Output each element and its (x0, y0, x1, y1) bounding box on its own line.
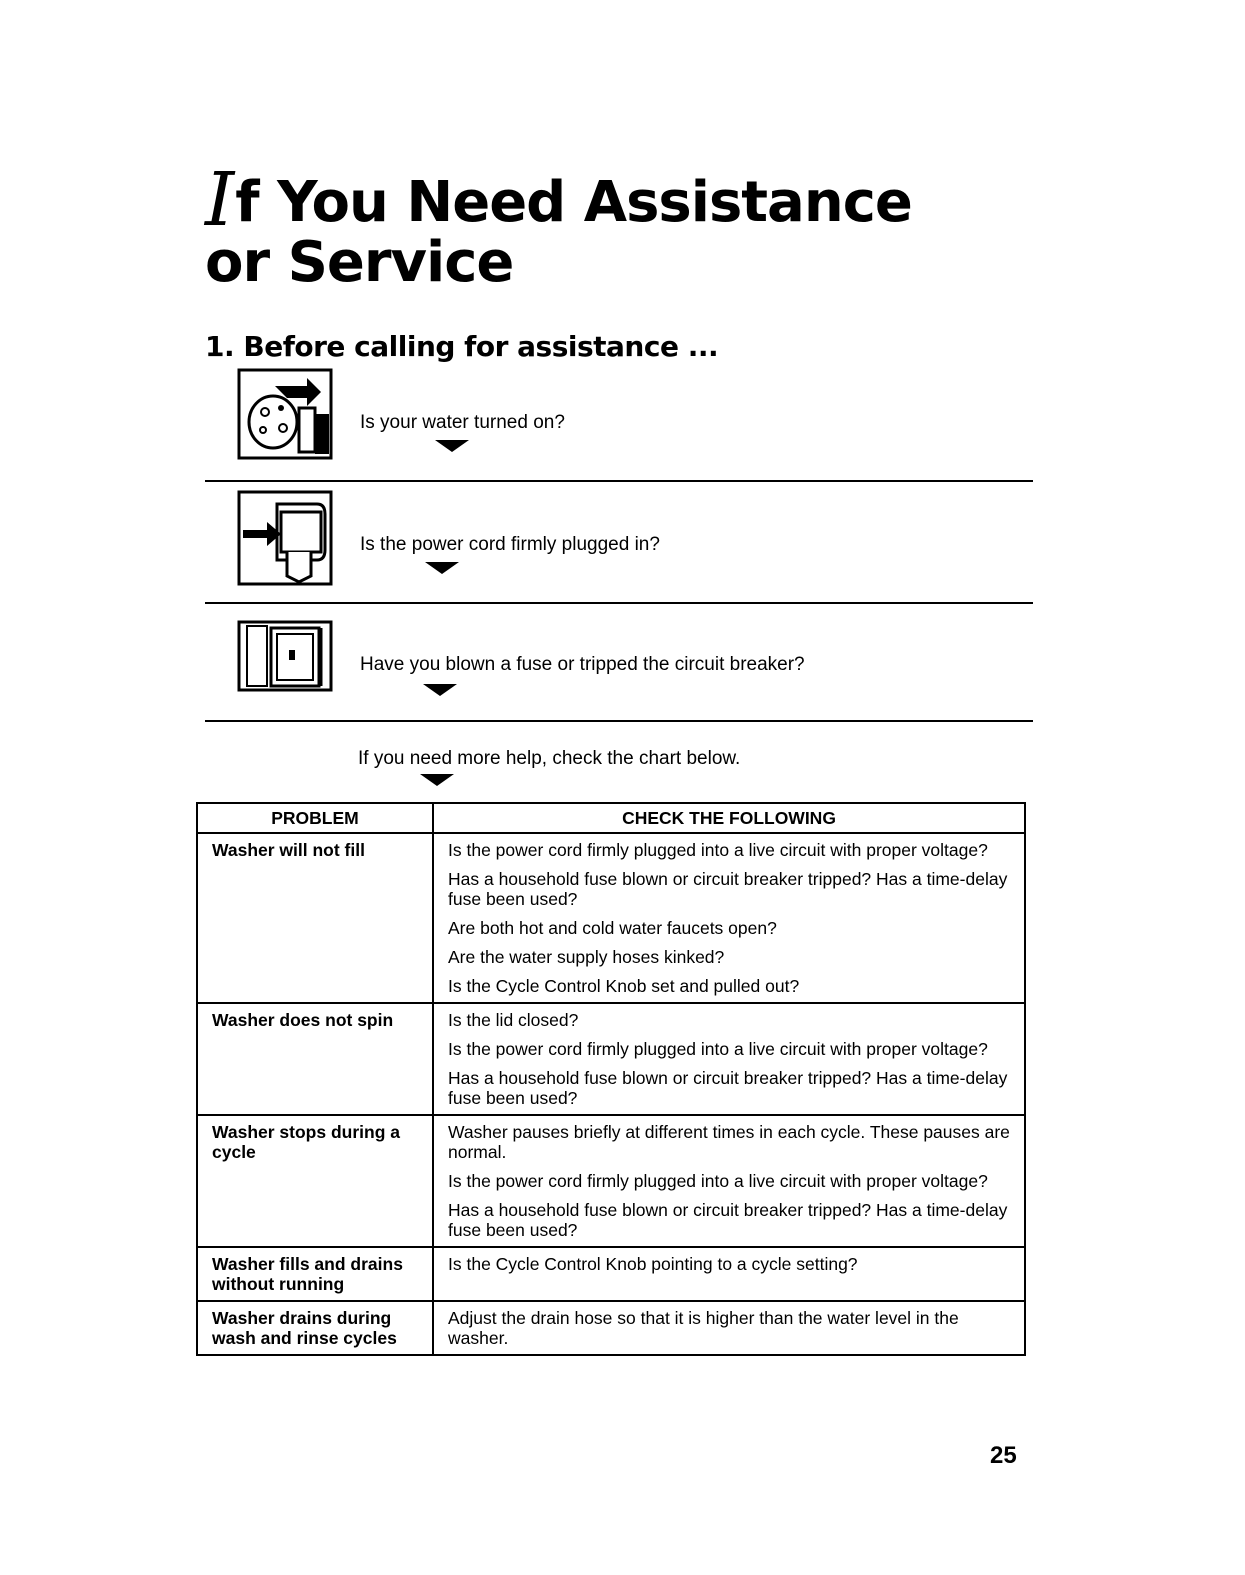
water-faucet-icon (237, 368, 333, 460)
check-text-breaker: Have you blown a fuse or tripped the circuit breaker? (360, 654, 805, 675)
check-item: Is the power cord firmly plugged into a live circuit with proper voltage? (448, 840, 988, 860)
problem-cell: Washer does not spin (197, 1003, 433, 1115)
problem-cell: Washer fills and drains without running (197, 1247, 433, 1301)
check-item: Has a household fuse blown or circuit breaker tripped? Has a time-delay fuse been used? (448, 869, 1008, 909)
check-item: Are the water supply hoses kinked? (448, 947, 725, 967)
title-line-1 (205, 157, 912, 243)
check-item: Is the Cycle Control Knob set and pulled out? (448, 976, 800, 996)
table-header-row (197, 803, 1025, 833)
divider (205, 480, 1033, 482)
down-arrow-icon (420, 774, 454, 786)
check-item: Has a household fuse blown or circuit breaker tripped? Has a time-delay fuse been used? (448, 1200, 1008, 1240)
check-text-water: Is your water turned on? (360, 412, 565, 433)
check-row-power (205, 484, 1033, 606)
problem-cell: Washer stops during a cycle (197, 1115, 433, 1247)
check-row-breaker (205, 606, 1033, 722)
checks-cell (433, 833, 1025, 1003)
table-row (197, 1003, 1025, 1115)
check-item: Is the Cycle Control Knob pointing to a cycle setting? (448, 1254, 858, 1274)
down-arrow-icon (435, 440, 469, 452)
troubleshooting-table (196, 802, 1026, 1356)
title-line-1-text: f You Need Assistance (235, 170, 912, 235)
checks-cell (433, 1301, 1025, 1355)
check-row-water (205, 368, 1033, 482)
table-row (197, 1301, 1025, 1355)
title-dropcap: I (205, 157, 234, 243)
table-row (197, 1115, 1025, 1247)
check-item: Is the lid closed? (448, 1010, 579, 1030)
circuit-breaker-icon (237, 610, 333, 702)
checks-cell (433, 1247, 1025, 1301)
check-item: Adjust the drain hose so that it is higher than the water level in the washer. (448, 1308, 959, 1348)
check-item: Is the power cord firmly plugged into a live circuit with proper voltage? (448, 1039, 988, 1059)
checks-cell (433, 1115, 1025, 1247)
check-item: Is the power cord firmly plugged into a live circuit with proper voltage? (448, 1171, 988, 1191)
help-text: If you need more help, check the chart below. (358, 748, 741, 769)
check-text-power: Is the power cord firmly plugged in? (360, 534, 660, 555)
column-header-check: CHECK THE FOLLOWING (433, 803, 1025, 833)
column-header-problem: PROBLEM (197, 803, 433, 833)
table-row (197, 1247, 1025, 1301)
check-item: Are both hot and cold water faucets open? (448, 918, 777, 938)
divider (205, 602, 1033, 604)
check-item: Washer pauses briefly at different times in each cycle. These pauses are normal. (448, 1122, 1010, 1162)
checks-cell (433, 1003, 1025, 1115)
down-arrow-icon (425, 562, 459, 574)
title-line-2: or Service (205, 230, 514, 295)
page-title (205, 157, 912, 295)
down-arrow-icon (423, 684, 457, 696)
table-row (197, 833, 1025, 1003)
check-item: Has a household fuse blown or circuit breaker tripped? Has a time-delay fuse been used? (448, 1068, 1008, 1108)
page-number: 25 (990, 1442, 1017, 1469)
power-plug-icon (237, 490, 333, 586)
problem-cell: Washer drains during wash and rinse cycles (197, 1301, 433, 1355)
problem-cell: Washer will not fill (197, 833, 433, 1003)
section-heading: 1. Before calling for assistance ... (205, 330, 719, 363)
divider (205, 720, 1033, 722)
